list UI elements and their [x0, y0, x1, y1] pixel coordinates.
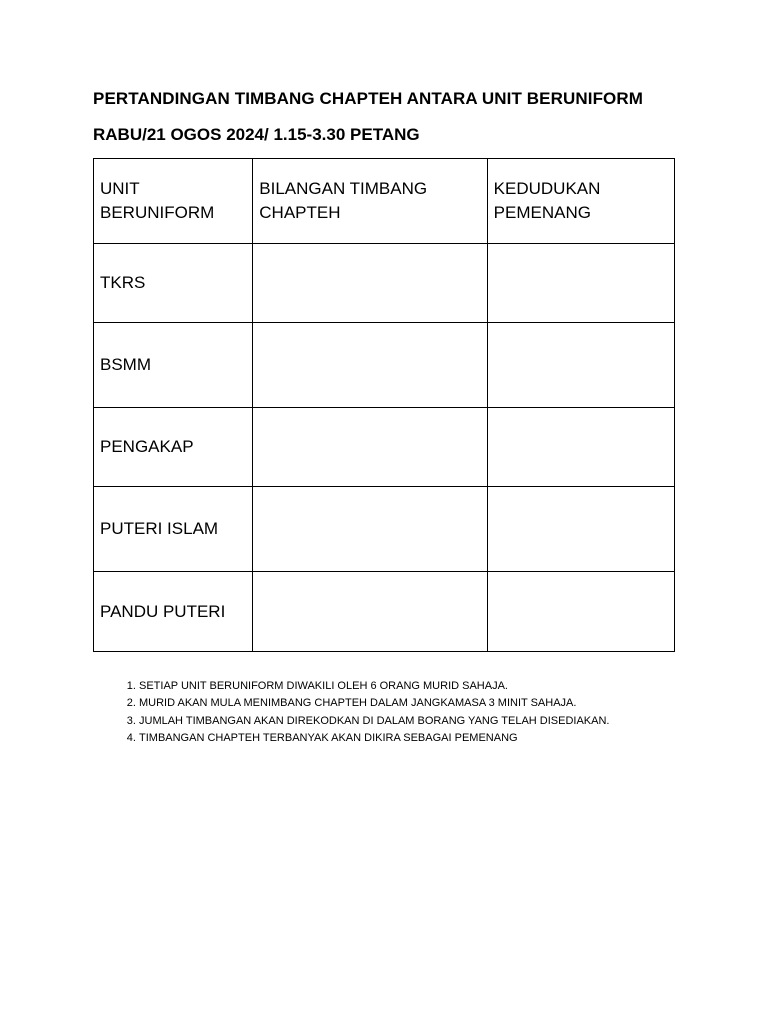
count-cell[interactable]	[253, 323, 487, 408]
count-cell[interactable]	[253, 572, 487, 652]
unit-name-cell: PANDU PUTERI	[94, 572, 253, 652]
rule-item: 4. TIMBANGAN CHAPTEH TERBANYAK AKAN DIKIRA SEBAGAI PEMENANG	[139, 730, 693, 747]
count-cell[interactable]	[253, 487, 487, 572]
position-cell[interactable]	[487, 572, 674, 652]
table-row	[94, 408, 675, 487]
position-cell[interactable]	[487, 408, 674, 487]
table-header-row	[94, 159, 675, 244]
document-title: PERTANDINGAN TIMBANG CHAPTEH ANTARA UNIT BERUNIFORM	[93, 89, 644, 108]
rule-item: 1. SETIAP UNIT BERUNIFORM DIWAKILI OLEH 6 ORANG MURID SAHAJA.	[139, 678, 693, 695]
score-table	[93, 158, 675, 652]
unit-name-cell: TKRS	[94, 244, 253, 323]
count-cell[interactable]	[253, 244, 487, 323]
count-cell[interactable]	[253, 408, 487, 487]
unit-name-cell: PENGAKAP	[94, 408, 253, 487]
document-subtitle: RABU/21 OGOS 2024/ 1.15-3.30 PETANG	[93, 125, 420, 144]
header-kedudukan-pemenang: KEDUDUKAN PEMENANG	[487, 159, 674, 244]
header-unit-beruniform: UNIT BERUNIFORM	[94, 159, 253, 244]
position-cell[interactable]	[487, 244, 674, 323]
table-row	[94, 487, 675, 572]
rule-item: 3. JUMLAH TIMBANGAN AKAN DIREKODKAN DI DALAM BORANG YANG TELAH DISEDIAKAN.	[139, 713, 693, 730]
table-row	[94, 572, 675, 652]
rules-list	[93, 678, 693, 747]
unit-name-cell: PUTERI ISLAM	[94, 487, 253, 572]
table-row	[94, 323, 675, 408]
unit-name-cell: BSMM	[94, 323, 253, 408]
rule-item: 2. MURID AKAN MULA MENIMBANG CHAPTEH DALAM JANGKAMASA 3 MINIT SAHAJA.	[139, 695, 693, 712]
table-row	[94, 244, 675, 323]
position-cell[interactable]	[487, 487, 674, 572]
header-bilangan-timbang: BILANGAN TIMBANG CHAPTEH	[253, 159, 487, 244]
position-cell[interactable]	[487, 323, 674, 408]
